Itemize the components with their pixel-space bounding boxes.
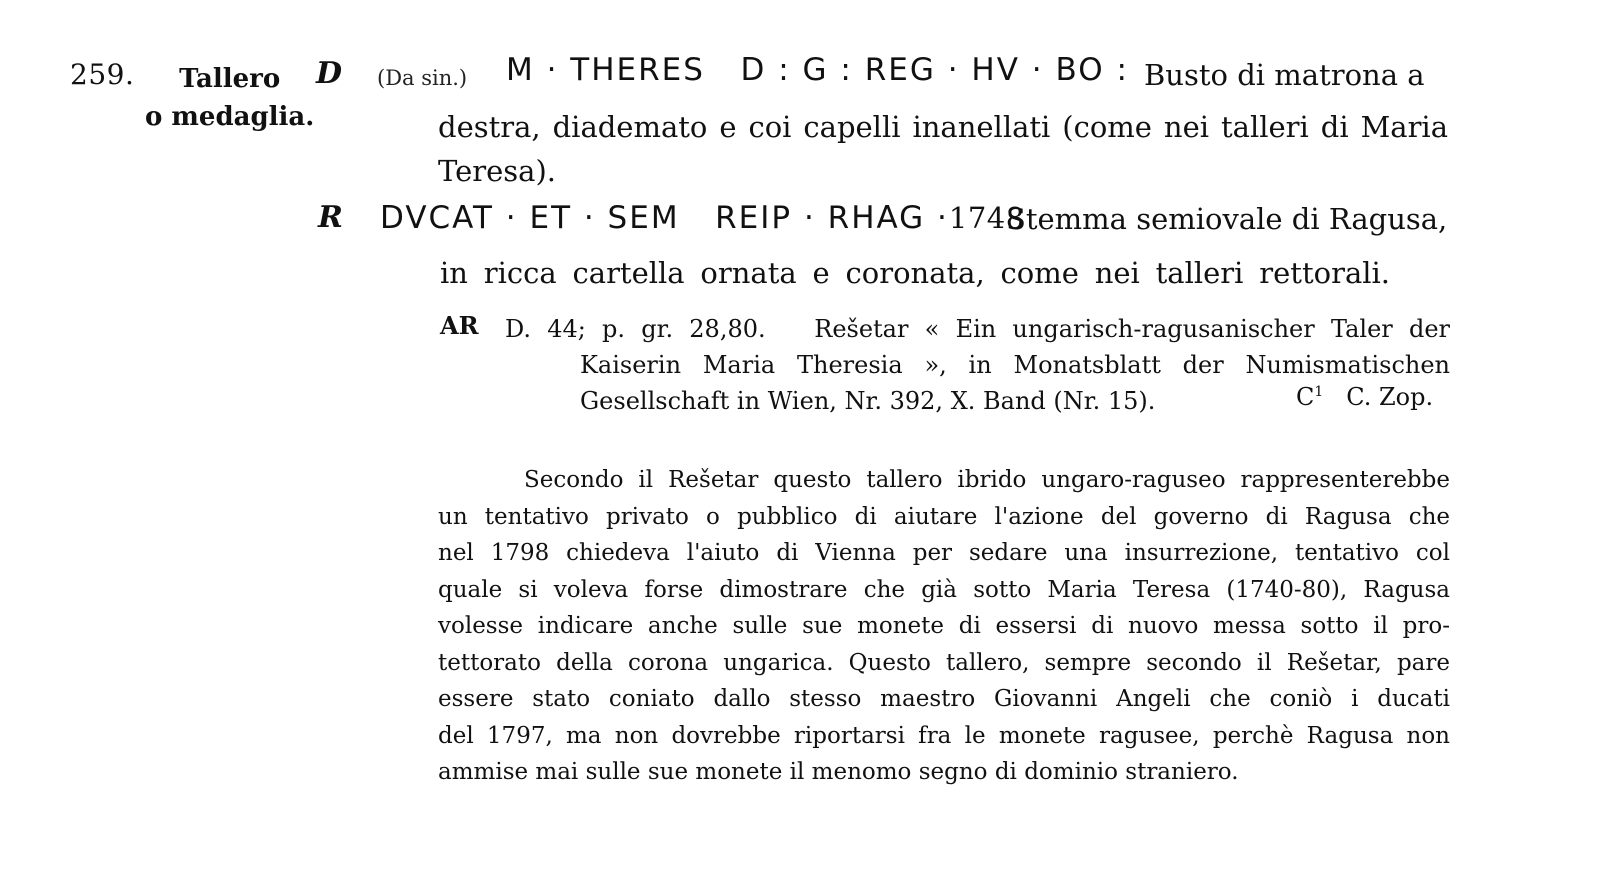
commentary-line: quale si voleva forse dimostrare che già sotto Maria Teresa (1740-80), Ragusa <box>438 576 1450 603</box>
collection-prefix: C <box>1296 383 1315 411</box>
direction-note: (Da sin.) <box>377 66 468 90</box>
reverse-year: 1748 <box>948 201 1025 235</box>
commentary-line: essere stato coniato dallo stesso maestro Giovanni Angeli che coniò i ducati <box>438 686 1450 712</box>
obverse-description-line-1: Busto di matrona a <box>1144 58 1425 92</box>
denomination-line-2: o medaglia. <box>145 102 315 132</box>
commentary-line: un tentativo privato o pubblico di aiutare l'azione del governo di Ragusa che <box>438 503 1450 530</box>
denomination-line-1: Tallero <box>179 64 281 94</box>
reverse-legend <box>380 200 1025 236</box>
commentary-paragraph <box>438 462 1450 791</box>
collection-superscript: 1 <box>1314 384 1324 400</box>
commentary-line: Secondo il Rešetar questo tallero ibrido ungaro-raguseo rappresenterebbe <box>524 467 1450 493</box>
obverse-description-line-2: destra, diademato e coi capelli inanellati (come nei talleri di Maria <box>438 110 1448 144</box>
reverse-description-line-1: Stemma semiovale di Ragusa, <box>1006 202 1448 236</box>
reference-line-1: D. 44; p. gr. 28,80. Rešetar « Ein ungarisch-ragusanischer Taler der <box>505 315 1450 343</box>
commentary-line: nel 1798 chiedeva l'aiuto di Vienna per sedare una insurrezione, tentativo col <box>438 540 1450 566</box>
reverse-symbol: R <box>318 200 343 235</box>
reference-line-2: Kaiserin Maria Theresia », in Monatsblatt der Numismatischen <box>580 351 1450 379</box>
collection-note <box>1296 383 1433 411</box>
reverse-description-line-2: in ricca cartella ornata e coronata, come nei talleri rettorali. <box>440 256 1390 290</box>
entry-number: 259. <box>70 58 135 91</box>
obverse-legend: M · THERES D : G : REG · HV · BO : <box>506 52 1129 88</box>
reverse-legend-text: DVCAT · ET · SEM REIP · RHAG · <box>380 200 949 236</box>
metal-symbol: AR <box>440 311 479 340</box>
commentary-line: ammise mai sulle sue monete il menomo segno di dominio straniero. <box>438 759 1239 785</box>
commentary-line: del 1797, ma non dovrebbe riportarsi fra le monete ragusee, perchè Ragusa non <box>438 722 1450 749</box>
collection-name: C. Zop. <box>1346 383 1434 411</box>
commentary-line: volesse indicare anche sulle sue monete di essersi di nuovo messa sotto il pro- <box>438 613 1450 639</box>
commentary-line: tettorato della corona ungarica. Questo tallero, sempre secondo il Rešetar, pare <box>438 649 1450 676</box>
denomination <box>145 60 314 136</box>
obverse-symbol: D <box>316 56 343 91</box>
reference-line-3: Gesellschaft in Wien, Nr. 392, X. Band (Nr. 15). <box>580 387 1156 415</box>
obverse-description-line-3: Teresa). <box>438 154 556 188</box>
